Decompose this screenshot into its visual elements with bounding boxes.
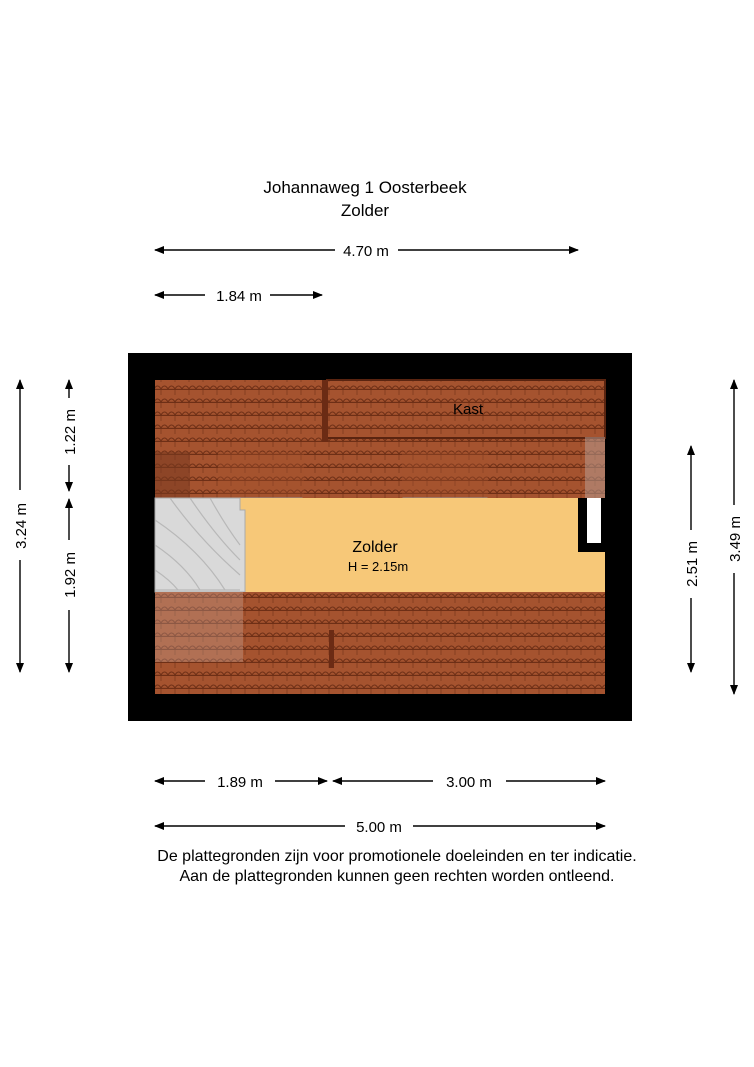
attic-floor (240, 498, 580, 592)
disclaimer-line-2: Aan de plattegronden kunnen geen rechten worden ontleend. (179, 868, 615, 885)
room-height-label: H = 2.15m (347, 559, 409, 574)
dim-label-left-lower: 1.92 m (62, 552, 79, 598)
skylight-left (218, 452, 304, 498)
dim-label-bottom-left: 1.89 m (217, 774, 263, 791)
dim-label-right-inner: 2.51 m (684, 541, 701, 587)
dormer-window (587, 498, 601, 543)
room-label-kast: Kast (452, 401, 484, 418)
dim-label-top-partial: 1.84 m (216, 288, 262, 305)
dim-label-left-outer: 3.24 m (13, 503, 30, 549)
stair-overlap (155, 592, 243, 662)
roof-ridge-mark (329, 630, 334, 668)
closet-partition (322, 380, 328, 442)
skylight-right (402, 452, 488, 498)
dim-label-right-outer: 3.49 m (727, 516, 744, 562)
disclaimer-line-1: De plattegronden zijn voor promotionele doeleinden en ter indicatie. (157, 848, 637, 865)
plan-floor-name: Zolder (340, 201, 390, 220)
dim-label-top-total: 4.70 m (343, 243, 389, 260)
dormer-side (585, 437, 605, 498)
dim-label-bottom-right: 3.00 m (446, 774, 492, 791)
room-label-zolder: Zolder (352, 539, 398, 556)
attic-floor-nook (580, 548, 605, 592)
disclaimer (0, 847, 754, 887)
dim-label-bottom-total: 5.00 m (356, 819, 402, 836)
dim-label-left-upper: 1.22 m (62, 409, 79, 455)
chimney-shadow (155, 452, 190, 498)
plan-address: Johannaweg 1 Oosterbeek (263, 178, 467, 197)
